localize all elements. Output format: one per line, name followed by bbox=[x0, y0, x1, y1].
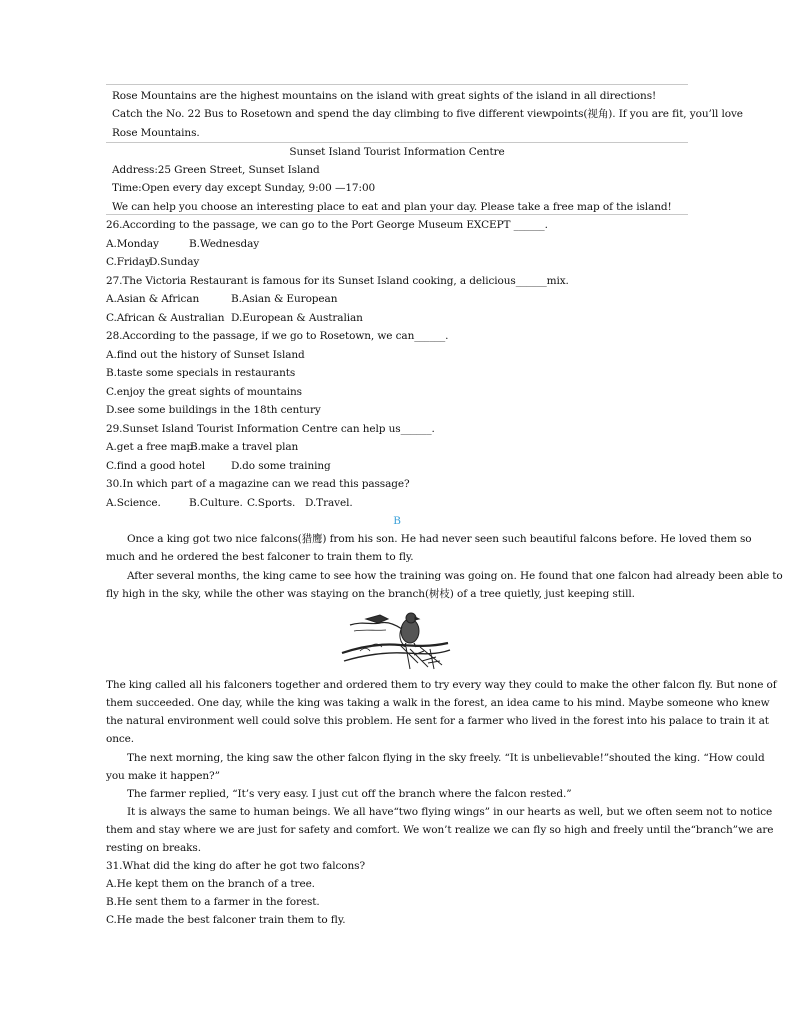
passage-b-p6-line-3: resting on breaks. bbox=[106, 842, 201, 854]
question-31-stem: 31.What did the king do after he got two falcons? bbox=[106, 860, 365, 872]
question-28-stem: 28.According to the passage, if we go to Rosetown, we can______. bbox=[106, 330, 449, 342]
info-centre-help: We can help you choose an interesting place to eat and plan your day. Please take a free map of the island! bbox=[112, 201, 672, 213]
question-27-option-a: A.Asian & African bbox=[106, 293, 200, 305]
question-28-option-a: A.find out the history of Sunset Island bbox=[106, 349, 305, 361]
passage-b-p3-line-3: the natural environment well could solve this problem. He sent for a farmer who lived in the forest into his palace to train it at bbox=[106, 715, 769, 727]
passage-b-p3-line-1: The king called all his falconers together and ordered them to try every way they could to make the other falcon fly. But none of bbox=[106, 679, 777, 691]
passage-b-p3-line-4: once. bbox=[106, 733, 135, 745]
question-29-stem: 29.Sunset Island Tourist Information Centre can help us______. bbox=[106, 423, 435, 435]
question-26-option-d: D.Sunday bbox=[149, 256, 200, 268]
passage-b-p1-line-1: Once a king got two nice falcons(猎鹰) from his son. He had never seen such beautiful falcons before. He loved them so bbox=[127, 533, 752, 545]
question-26-option-b: B.Wednesday bbox=[189, 238, 260, 250]
question-29-option-c: C.find a good hotel bbox=[106, 460, 206, 472]
info-centre-address: Address:25 Green Street, Sunset Island bbox=[112, 164, 320, 176]
table-bottom-rule bbox=[106, 214, 688, 215]
question-27-option-b: B.Asian & European bbox=[231, 293, 338, 305]
question-28-option-c: C.enjoy the great sights of mountains bbox=[106, 386, 302, 398]
question-30-option-b: B.Culture. bbox=[189, 497, 243, 509]
question-27-option-c: C.African & Australian bbox=[106, 312, 225, 324]
question-30-option-a: A.Science. bbox=[106, 497, 161, 509]
question-31-option-b: B.He sent them to a farmer in the forest. bbox=[106, 896, 320, 908]
question-28-option-b: B.taste some specials in restaurants bbox=[106, 367, 296, 379]
section-b-heading: B bbox=[393, 515, 401, 527]
rose-mountains-line-1: Rose Mountains are the highest mountains on the island with great sights of the island in all directions! bbox=[112, 90, 657, 102]
falcon-on-branch-illustration bbox=[340, 603, 452, 671]
passage-b-p6-line-1: It is always the same to human beings. We all have“two flying wings” in our hearts as well, but we often seem not to notice bbox=[127, 806, 773, 818]
passage-b-p1-line-2: much and he ordered the best falconer to train them to fly. bbox=[106, 551, 414, 563]
question-26-option-c: C.Friday bbox=[106, 256, 151, 268]
info-centre-title: Sunset Island Tourist Information Centre bbox=[289, 146, 505, 158]
question-27-stem: 27.The Victoria Restaurant is famous for its Sunset Island cooking, a delicious______mix. bbox=[106, 275, 569, 287]
question-31-option-c: C.He made the best falconer train them to fly. bbox=[106, 914, 346, 926]
info-centre-time: Time:Open every day except Sunday, 9:00 —17:00 bbox=[112, 182, 376, 194]
rose-mountains-line-3: Rose Mountains. bbox=[112, 127, 200, 139]
question-31-option-a: A.He kept them on the branch of a tree. bbox=[106, 878, 315, 890]
passage-b-p2-line-1: After several months, the king came to see how the training was going on. He found that one falcon had already been able to bbox=[127, 570, 783, 582]
question-30-option-c: C.Sports. bbox=[247, 497, 296, 509]
question-26-option-a: A.Monday bbox=[106, 238, 159, 250]
passage-b-p2-line-2: fly high in the sky, while the other was staying on the branch(树枝) of a tree quietly, just keeping still. bbox=[106, 588, 635, 600]
passage-b-p6-line-2: them and stay where we are just for safety and comfort. We won’t realize we can fly so high and freely until the“branch”we are bbox=[106, 824, 774, 836]
passage-b-p4-line-2: you make it happen?” bbox=[106, 770, 220, 782]
question-28-option-d: D.see some buildings in the 18th century bbox=[106, 404, 321, 416]
table-mid-rule bbox=[106, 142, 688, 143]
question-29-option-d: D.do some training bbox=[231, 460, 331, 472]
question-29-option-b: B.make a travel plan bbox=[190, 441, 299, 453]
passage-b-p4-line-1: The next morning, the king saw the other falcon flying in the sky freely. “It is unbelievable!”shouted the king. “How could bbox=[127, 752, 765, 764]
rose-mountains-line-2: Catch the No. 22 Bus to Rosetown and spend the day climbing to five different viewpoints(视角). If you are fit, you’ll love bbox=[112, 108, 743, 120]
question-29-option-a: A.get a free map bbox=[106, 441, 194, 453]
question-30-option-d: D.Travel. bbox=[305, 497, 353, 509]
question-30-stem: 30.In which part of a magazine can we read this passage? bbox=[106, 478, 410, 490]
question-27-option-d: D.European & Australian bbox=[231, 312, 363, 324]
table-top-rule bbox=[106, 84, 688, 85]
passage-b-p5-line-1: The farmer replied, “It’s very easy. I just cut off the branch where the falcon rested.” bbox=[127, 788, 572, 800]
passage-b-p3-line-2: them succeeded. One day, while the king was taking a walk in the forest, an idea came to his mind. Maybe someone who knew bbox=[106, 697, 770, 709]
question-26-stem: 26.According to the passage, we can go to the Port George Museum EXCEPT ______. bbox=[106, 219, 548, 231]
